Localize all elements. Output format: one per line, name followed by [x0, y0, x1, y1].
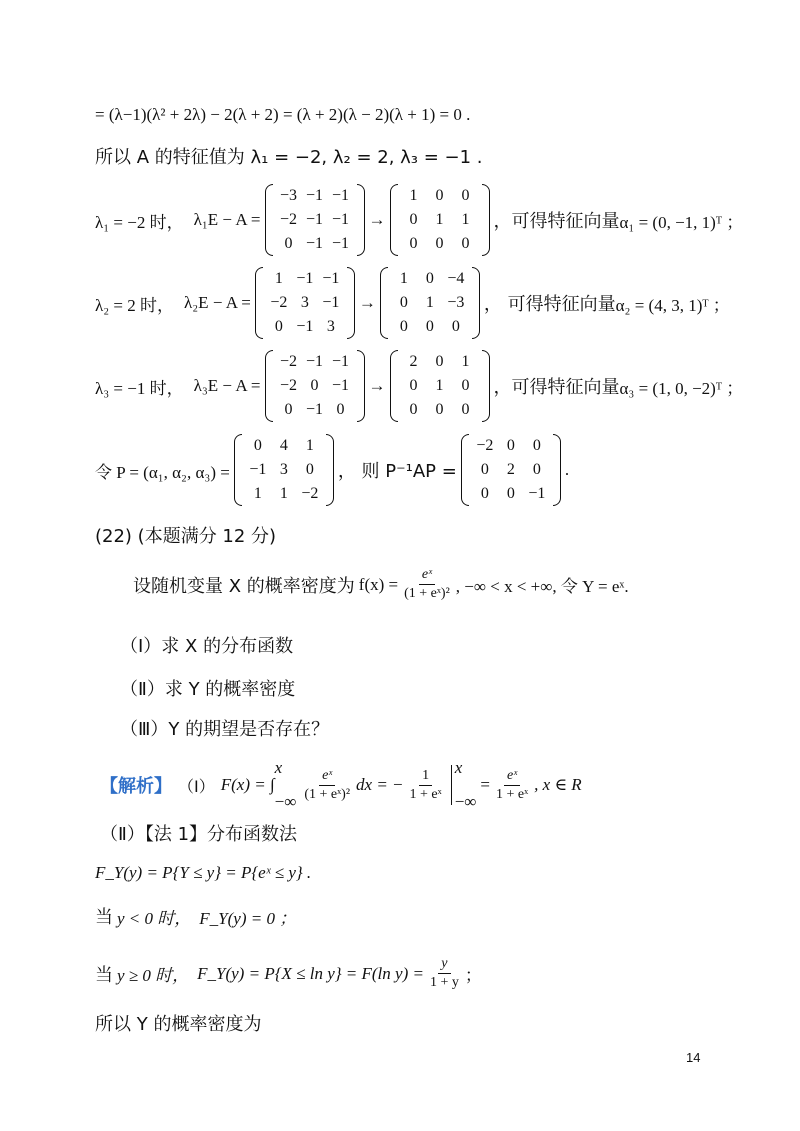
solution-part-1: 【解析】 （Ⅰ） F(x) = ∫ x −∞ $\frac{\text{eˣ}}{\text{(1 + eˣ)²}}$ dx = − $\frac{1}{\text{1 + eˣ}}$ x −∞ = $\frac{\text{eˣ}}{\text{1 + eˣ}}$ , x ∈ R	[100, 758, 582, 811]
matrix-entry: −1	[305, 235, 324, 252]
matrix-entry: 0	[461, 401, 470, 418]
matrix-entry: −1	[322, 294, 340, 311]
matrix-entry: −2	[270, 294, 288, 311]
matrix-entry: −1	[331, 211, 350, 228]
matrix-entry: 0	[336, 401, 345, 418]
eigen-case-3: λ₃ = −1 时， λ₃E − A = −2 −1 −1 −2 0 −1 0 −1 0 → 2 0 1 0 1 0 0 0 0 ，可得特征向量 α₃ = (1, 0, −2)ᵀ ；	[95, 350, 743, 422]
matrix-entry: −1	[305, 401, 324, 418]
matrix-entry: 2	[506, 461, 515, 478]
matrix-entry: 0	[409, 211, 418, 228]
matrix-entry: 0	[253, 437, 262, 454]
distribution-definition: F_Y(y) = P{Y ≤ y} = P{eˣ ≤ y} .	[95, 863, 312, 882]
matrix-entry: −2	[279, 377, 298, 394]
matrix-entry: 1	[435, 377, 444, 394]
matrix-entry: −3	[447, 294, 465, 311]
problem-setup: 设随机变量 X 的概率密度为 f(x) = $\frac{\text{eˣ}}{\text{(1 + eˣ)²}}$ , −∞ < x < +∞, 令 Y = eˣ.	[133, 567, 629, 601]
matrix-entry: 2	[409, 353, 418, 370]
density-fraction: $\frac{\text{eˣ}}{\text{(1 + eˣ)²}}$	[404, 567, 450, 601]
matrix-entry: −1	[528, 485, 546, 502]
matrix-2b	[380, 267, 480, 339]
matrix-entry: 0	[480, 485, 489, 502]
matrix-entry: 0	[461, 377, 470, 394]
matrix-entry: 3	[300, 294, 309, 311]
matrix-entry: 0	[435, 353, 444, 370]
matrix-1a	[265, 184, 365, 256]
matrix-2a	[255, 267, 355, 339]
matrix-entry: −1	[331, 377, 350, 394]
matrix-entry: 1	[461, 353, 470, 370]
matrix-entry: 0	[480, 461, 489, 478]
eigen-case-2: λ₂ = 2 时， λ₂E − A = 1 −1 −1 −2 3 −1 0 −1 3 → 1 0 −4 0 1 −3 0 0 0 ， 可得特征向量 α₂ = (4, 3, 1)ᵀ ；	[95, 267, 730, 339]
eigen-case-1: λ₁ = −2 时， λ₁E − A = −3 −1 −1 −2 −1 −1 0 −1 −1 → 1 0 0 0 1 1 0 0 0 ，可得特征向量 α₁ = (0, −1, 1)ᵀ ；	[95, 184, 743, 256]
matrix-entry: 0	[399, 318, 408, 335]
matrix-entry: −2	[279, 211, 298, 228]
matrix-entry: −1	[305, 211, 324, 228]
matrix-entry: −1	[296, 318, 314, 335]
matrix-entry: 1	[253, 485, 262, 502]
matrix-diag	[461, 434, 561, 506]
matrix-3a	[265, 350, 365, 422]
page-number: 14	[686, 1050, 701, 1065]
matrix-entry: 0	[435, 401, 444, 418]
matrix-entry: 0	[409, 235, 418, 252]
sub-question-2: （Ⅱ）求 Y 的概率密度	[120, 679, 296, 700]
matrix-entry: 4	[279, 437, 288, 454]
matrix-entry: 0	[461, 187, 470, 204]
matrix-entry: 3	[279, 461, 288, 478]
matrix-entry: 0	[409, 377, 418, 394]
expansion-line: = (λ−1)(λ² + 2λ) − 2(λ + 2) = (λ + 2)(λ − 2)(λ + 1) = 0 .	[95, 105, 471, 124]
matrix-entry: −2	[279, 353, 298, 370]
matrix-entry: 0	[506, 485, 515, 502]
question-22-header: (22) (本题满分 12 分)	[95, 526, 277, 547]
matrix-entry: 0	[425, 270, 434, 287]
sub-question-1: （Ⅰ）求 X 的分布函数	[120, 636, 294, 657]
matrix-entry: 0	[274, 318, 283, 335]
matrix-entry: −1	[331, 353, 350, 370]
matrix-entry: 1	[409, 187, 418, 204]
matrix-entry: −4	[447, 270, 465, 287]
matrix-entry: 1	[279, 485, 288, 502]
matrix-entry: 0	[305, 461, 314, 478]
method-1-header: （Ⅱ）【法 1】分布函数法	[100, 824, 298, 845]
matrix-entry: 0	[506, 437, 515, 454]
matrix-entry: 1	[274, 270, 283, 287]
case-y-nonnegative: 当 y ≥ 0 时， F_Y(y) = P{X ≤ ln y} = F(ln y) = $\frac{y}{1 + y}$ ；	[95, 956, 482, 990]
matrix-entry: 1	[425, 294, 434, 311]
matrix-entry: 1	[399, 270, 408, 287]
matrix-entry: −1	[305, 353, 324, 370]
matrix-entry: −1	[305, 187, 324, 204]
matrix-entry: −1	[331, 187, 350, 204]
case-y-negative: 当 y < 0 时， F_Y(y) = 0 ；	[95, 907, 297, 928]
matrix-entry: 1	[461, 211, 470, 228]
matrix-entry: −1	[331, 235, 350, 252]
matrix-p	[234, 434, 334, 506]
matrix-entry: 0	[435, 235, 444, 252]
matrix-entry: 3	[326, 318, 335, 335]
matrix-entry: −2	[476, 437, 494, 454]
matrix-entry: −2	[301, 485, 319, 502]
matrix-entry: −3	[279, 187, 298, 204]
matrix-entry: 0	[451, 318, 460, 335]
matrix-entry: 0	[532, 461, 541, 478]
eigenvalues-line: 所以 A 的特征值为 λ₁ = −2, λ₂ = 2, λ₃ = −1 .	[95, 147, 483, 168]
matrix-entry: 0	[461, 235, 470, 252]
matrix-entry: 0	[435, 187, 444, 204]
matrix-entry: −1	[322, 270, 340, 287]
matrix-entry: −1	[296, 270, 314, 287]
matrix-entry: −1	[249, 461, 267, 478]
matrix-entry: 0	[532, 437, 541, 454]
matrix-entry: 0	[399, 294, 408, 311]
solution-label: 【解析】	[100, 776, 172, 797]
matrix-entry: 0	[310, 377, 319, 394]
matrix-entry: 1	[435, 211, 444, 228]
density-conclusion: 所以 Y 的概率密度为	[95, 1014, 262, 1035]
matrix-1b	[390, 184, 490, 256]
matrix-entry: 0	[284, 235, 293, 252]
matrix-entry: 0	[284, 401, 293, 418]
sub-question-3: （Ⅲ）Y 的期望是否存在？	[120, 719, 330, 740]
matrix-entry: 0	[409, 401, 418, 418]
matrix-entry: 0	[425, 318, 434, 335]
matrix-3b	[390, 350, 490, 422]
matrix-entry: 1	[305, 437, 314, 454]
diagonalization-line: 令 P = (α₁, α₂, α₃) = 0 4 1 −1 3 0 1 1 −2 ， 则 P⁻¹AP = −2 0 0 0 2 0 0 0 −1 .	[95, 434, 569, 506]
